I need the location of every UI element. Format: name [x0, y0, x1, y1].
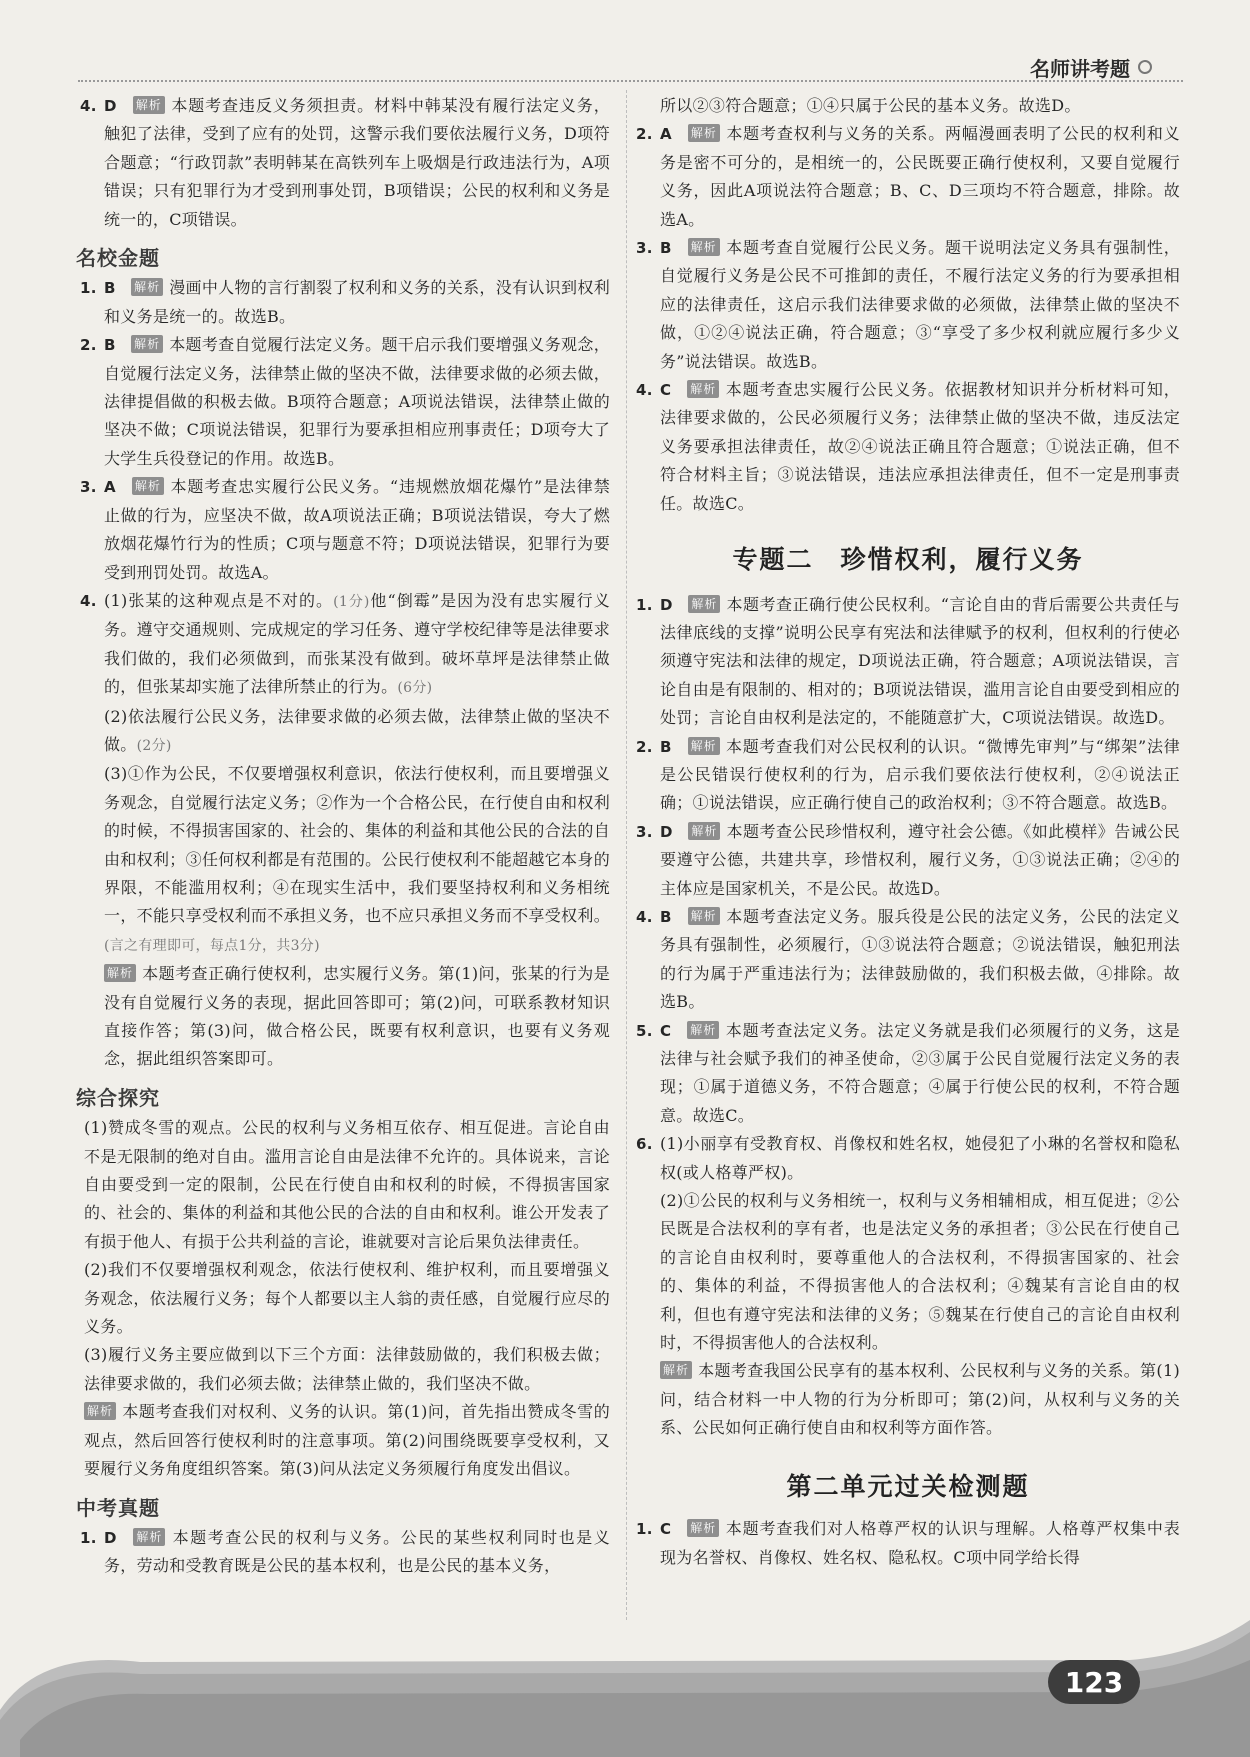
header-title: 名师讲考题 — [1030, 56, 1130, 81]
item-number: 4. — [80, 591, 97, 610]
item-answer: A — [104, 478, 116, 497]
item-text: 本题考查违反义务须担责。材料中韩某没有履行法定义务，触犯了法律，受到了应有的处罚，这警示我们要依法履行义务，D项符合题意；“行政罚款”表明韩某在高铁列车上吸烟是行政违法行为，A项错误；只有犯罪行为才受到刑事处罚，B项错误；公民的权利和义务是统一的，C项错误。 — [104, 96, 610, 229]
item-number: 2. — [80, 336, 97, 355]
answer-item — [636, 818, 1180, 903]
analysis-tag: 解析 — [660, 1361, 692, 1379]
analysis-text: 本题考查我国公民享有的基本权利、公民权利与义务的关系。第(1)问，结合材料一中人物的行为分析即可；第(2)问，从权利与义务的关系、公民如何正确行使自由和权利等方面作答。 — [660, 1361, 1180, 1438]
item-number: 4. — [636, 381, 653, 400]
item-answer: B — [104, 336, 116, 355]
answer-item — [636, 591, 1180, 733]
item-answer: B — [104, 279, 116, 298]
item-answer: B — [660, 737, 672, 756]
answer-text: (3)①作为公民，不仅要增强权利意识，依法行使权利，而且要增强义务观念，自觉履行法定义务；②作为一个合格公民，在行使自由和权利的时候，不得损害国家的、社会的、集体的利益和其他公民的合法的自由和权利；③任何权利都是有范围的。公民行使权利不能超越它本身的界限，不能滥用权利；④在现实生活中，我们要坚持权利和义务相统一，不能只享受权利而不承担义务，也不应只承担义务而不享受权利。 — [104, 764, 610, 926]
item-text: 本题考查自觉履行公民义务。题干说明法定义务具有强制性，自觉履行义务是公民不可推卸的责任，不履行法定义务的行为要承担相应的法律责任，这启示我们法律要求做的必须做，法律禁止做的坚决不做，①②④说法正确，符合题意；③“享受了多少权利就应履行多少义务”说法错误。故选B。 — [660, 238, 1180, 371]
item-answer: D — [104, 1528, 117, 1547]
analysis-text: 本题考查我们对权利、义务的认识。第(1)问，首先指出赞成冬雪的观点，然后回答行使权利时的注意事项。第(2)问围绕既要享受权利，又要履行义务角度组织答案。第(3)问从法定义务须履行角度发出倡议。 — [84, 1402, 610, 1479]
answer-text: 他“倒霉”是因为没有忠实履行义务。遵守交通规则、完成规定的学习任务、遵守学校纪律等是法律要求我们做的，我们必须做到，而张某没有做到。破坏草坪是法律禁止做的，但张某却实施了法律所禁止的行为。 — [104, 590, 610, 697]
item-answer: D — [104, 97, 117, 115]
answer-item — [636, 1017, 1180, 1131]
item-answer: A — [660, 125, 672, 144]
continued-text: 所以②③符合题意；①④只属于公民的基本义务。故选D。 — [660, 96, 1081, 115]
circle-icon — [1138, 60, 1152, 74]
answer-paragraph — [104, 587, 610, 703]
item-number: 4. — [80, 97, 97, 115]
item-number: 4. — [636, 907, 653, 926]
item-number: 6. — [636, 1135, 653, 1154]
column-divider — [626, 90, 627, 1620]
answer-item — [80, 587, 610, 1074]
unit-test-title: 第二单元过关检测题 — [786, 1471, 1030, 1501]
item-text: 本题考查我们对公民权利的认识。“微博先审判”与“绑架”法律是公民错误行使权利的行为，启示我们要依法行使权利，②④说法正确；①说法错误，应正确行使自己的政治权利；③不符合题意。故选B。 — [660, 736, 1181, 813]
answer-paragraph: (1)赞成冬雪的观点。公民的权利与义务相互依存、相互促进。言论自由不是无限制的绝对自由。滥用言论自由是法律不允许的。具体说来，言论自由要受到一定的限制，公民在行使自由和权利的时候，不得损害国家的、社会的、集体的利益和其他公民的合法的自由和权利。谁公开发表了有损于他人、有损于公共利益的言论，谁就要对言论后果负法律责任。 — [84, 1118, 610, 1251]
item-answer: C — [660, 1520, 672, 1539]
answer-paragraph: (1)小丽享有受教育权、肖像权和姓名权，她侵犯了小琳的名誉权和隐私权(或人格尊严权)。 — [660, 1134, 1180, 1182]
analysis-paragraph — [80, 1398, 610, 1483]
left-column — [76, 92, 610, 1581]
analysis-tag: 解析 — [688, 907, 720, 925]
answer-paragraph: (2)①公民的权利与义务相统一，权利与义务相辅相成，相互促进；②公民既是合法权利的享有者，也是法定义务的承担者；③公民在行使自己的言论自由权利时，要尊重他人的合法权利，不得损害国家的、社会的、集体的利益，不得损害他人的合法权利；④魏某有言论自由的权利，但也有遵守宪法和法律的义务；⑤魏某在行使自己的言论自由权利时，不得损害他人的合法权利。 — [660, 1191, 1180, 1353]
analysis-tag: 解析 — [687, 1519, 719, 1537]
item-text: 本题考查自觉履行法定义务。题干启示我们要增强义务观念，自觉履行法定义务，法律禁止做的坚决不做，法律要求做的必须去做，法律提倡做的积极去做。B项符合题意；A项说法错误，法律禁止做的坚决不做；C项说法错误，犯罪行为要承担相应刑事责任；D项夸大了大学生兵役登记的作用。故选B。 — [104, 335, 610, 468]
answer-item — [636, 376, 1180, 518]
answer-text: (2)依法履行公民义务，法律要求做的必须去做，法律禁止做的坚决不做。 — [104, 706, 610, 754]
item-number: 1. — [636, 1520, 653, 1539]
analysis-tag: 解析 — [687, 380, 719, 398]
answer-item — [80, 92, 610, 234]
analysis-tag: 解析 — [688, 822, 720, 840]
section-title: 中考真题 — [76, 1495, 160, 1520]
item-answer: C — [660, 381, 672, 400]
answer-item — [80, 1524, 610, 1581]
item-number: 1. — [80, 279, 97, 298]
score-note: (2分) — [136, 737, 172, 754]
item-number: 3. — [636, 822, 653, 841]
analysis-tag: 解析 — [688, 238, 720, 256]
answer-item — [636, 234, 1180, 376]
answer-item — [636, 733, 1180, 818]
analysis-tag: 解析 — [84, 1402, 116, 1420]
answer-item — [636, 1130, 1180, 1442]
section-title: 综合探究 — [76, 1085, 160, 1110]
answer-item — [636, 1515, 1180, 1572]
item-text: 本题考查权利与义务的关系。两幅漫画表明了公民的权利和义务是密不可分的，是相统一的，公民既要正确行使权利，又要自觉履行义务，因此A项说法符合题意；B、C、D三项均不符合题意，排除。故选A。 — [660, 124, 1180, 229]
item-text: 本题考查公民珍惜权利，遵守社会公德。《如此模样》告诫公民要遵守公德，共建共享，珍惜权利，履行义务，①③说法正确；②④的主体应是国家机关，不是公民。故选D。 — [660, 821, 1180, 898]
item-text: 本题考查忠实履行公民义务。“违规燃放烟花爆竹”是法律禁止做的行为，应坚决不做，故A项说法正确；B项说法错误，夸大了燃放烟花爆竹行为的性质；C项与题意不符；D项说法错误，犯罪行为要受到刑罚处罚。故选A。 — [104, 477, 610, 582]
item-answer: B — [660, 907, 672, 926]
item-text: 本题考查正确行使公民权利。“言论自由的背后需要公共责任与法律底线的支撑”说明公民享有宪法和法律赋予的权利，但权利的行使必须遵守宪法和法律的规定，D项说法正确，符合题意；A项说法错误，言论自由是有限制的、相对的；B项说法错误，滥用言论自由要受到相应的处罚；言论自由权利是法定的，不能随意扩大，C项说法错误。故选D。 — [660, 594, 1180, 728]
answer-item — [636, 903, 1180, 1017]
score-note: (言之有理即可，每点1分，共3分) — [104, 937, 320, 954]
page-number-badge: 123 — [1048, 1660, 1140, 1704]
item-number: 1. — [80, 1528, 97, 1547]
score-note: (6分) — [397, 680, 433, 697]
header-divider — [78, 80, 1183, 82]
answer-item — [636, 120, 1180, 234]
answer-paragraph: (3)履行义务主要应做到以下三个方面：法律鼓励做的，我们积极去做；法律要求做的，我们必须去做；法律禁止做的，我们坚决不做。 — [84, 1345, 610, 1393]
item-number: 3. — [636, 239, 653, 258]
analysis-paragraph — [104, 960, 610, 1074]
item-answer: B — [660, 239, 672, 258]
item-number: 1. — [636, 595, 653, 614]
answer-paragraph — [104, 703, 610, 761]
analysis-tag: 解析 — [133, 1528, 165, 1546]
item-number: 3. — [80, 478, 97, 497]
answer-item — [80, 274, 610, 331]
answer-paragraph — [104, 760, 610, 960]
item-text: 本题考查法定义务。法定义务就是我们必须履行的义务，这是法律与社会赋予我们的神圣使命，②③属于公民自觉履行法定义务的表现；①属于道德义务，不符合题意；④属于行使公民的权利，不符合题意。故选C。 — [660, 1020, 1180, 1125]
analysis-tag: 解析 — [104, 964, 136, 982]
analysis-tag: 解析 — [131, 278, 163, 296]
analysis-tag: 解析 — [688, 595, 720, 613]
item-answer: C — [660, 1021, 672, 1040]
item-number: 5. — [636, 1021, 653, 1040]
section-title: 名校金题 — [76, 246, 160, 271]
topic-title: 专题二 珍惜权利，履行义务 — [732, 545, 1084, 575]
answer-text: (1)张某的这种观点是不对的。 — [104, 590, 334, 610]
answer-item — [80, 473, 610, 587]
item-answer: D — [660, 595, 673, 614]
analysis-tag: 解析 — [688, 737, 720, 755]
answer-paragraph: (2)我们不仅要增强权利观念，依法行使权利、维护权利，而且要增强义务观念，依法履行义务；每个人都要以主人翁的责任感，自觉履行应尽的义务。 — [84, 1260, 610, 1337]
analysis-tag: 解析 — [132, 477, 164, 495]
item-number: 2. — [636, 125, 653, 144]
right-column — [636, 92, 1180, 1572]
item-text: 本题考查公民的权利与义务。公民的某些权利同时也是义务，劳动和受教育既是公民的基本权利，也是公民的基本义务， — [104, 1527, 610, 1576]
item-answer: D — [660, 822, 673, 841]
analysis-tag: 解析 — [133, 96, 165, 114]
item-number: 2. — [636, 737, 653, 756]
analysis-tag: 解析 — [131, 335, 163, 353]
item-text: 本题考查我们对人格尊严权的认识与理解。人格尊严权集中表现为名誉权、肖像权、姓名权、隐私权。C项中同学给长得 — [660, 1519, 1180, 1567]
analysis-text: 本题考查正确行使权利，忠实履行义务。第(1)问，张某的行为是没有自觉履行义务的表现，据此回答即可；第(2)问，可联系教材知识直接作答；第(3)问，做合格公民，既要有权利意识，也要有义务观念，据此组织答案即可。 — [104, 964, 610, 1069]
analysis-tag: 解析 — [688, 124, 720, 142]
item-text: 本题考查法定义务。服兵役是公民的法定义务，公民的法定义务具有强制性，必须履行，①③说法符合题意；②说法错误，触犯刑法的行为属于严重违法行为；法律鼓励做的，我们积极去做，④排除。故选B。 — [660, 906, 1180, 1012]
item-text: 本题考查忠实履行公民义务。依据教材知识并分析材料可知，法律要求做的，公民必须履行义务；法律禁止做的坚决不做，违反法定义务要承担法律责任，故②④说法正确且符合题意；①说法正确，但不符合材料主旨；③说法错误，违法应承担法律责任，但不一定是刑事责任。故选C。 — [660, 380, 1180, 513]
score-note: (1分) — [333, 593, 370, 610]
answer-item — [80, 331, 610, 473]
analysis-paragraph — [660, 1357, 1180, 1442]
analysis-tag: 解析 — [687, 1021, 719, 1039]
item-text: 漫画中人物的言行割裂了权利和义务的关系，没有认识到权利和义务是统一的。故选B。 — [104, 278, 610, 326]
